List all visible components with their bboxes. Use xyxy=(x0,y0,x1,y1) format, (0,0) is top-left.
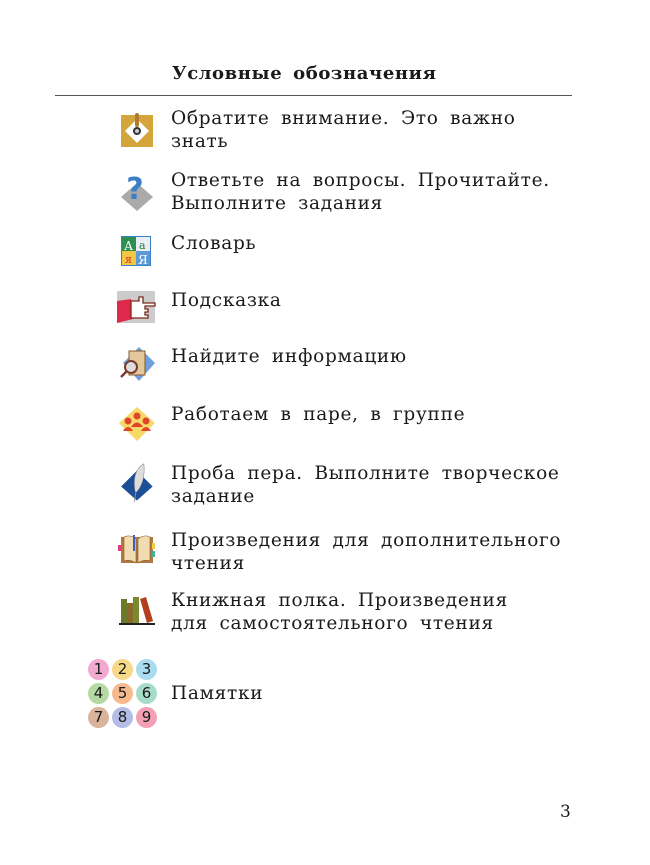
page-number: 3 xyxy=(560,802,571,822)
legend-text: Словарь xyxy=(171,233,257,254)
open-book-icon xyxy=(115,529,157,571)
dictionary-icon xyxy=(115,232,157,274)
legend-text: Ответьте на вопросы. Прочитайте. Выполните задания xyxy=(171,170,550,214)
attention-icon xyxy=(115,107,157,149)
number-circle: 1 xyxy=(88,659,109,680)
number-circle: 6 xyxy=(136,683,157,704)
number-circle: 4 xyxy=(88,683,109,704)
svg-text:а: а xyxy=(139,239,146,252)
number-circle: 3 xyxy=(136,659,157,680)
page-title: Условные обозначения xyxy=(172,63,437,84)
legend-text: Найдите информацию xyxy=(171,346,407,367)
legend-text: Произведения для дополнительного чтения xyxy=(171,530,562,574)
pointing-hand-icon xyxy=(115,289,157,331)
divider xyxy=(55,95,572,96)
legend-text: Работаем в паре, в группе xyxy=(171,404,466,425)
svg-text:?: ? xyxy=(126,172,144,207)
legend-text: Книжная полка. Произведения для самостоятельного чтения xyxy=(171,590,508,634)
quill-icon xyxy=(115,462,157,504)
search-book-icon xyxy=(115,345,157,387)
legend-text: Обратите внимание. Это важно знать xyxy=(171,108,516,152)
numbers-icon xyxy=(88,659,158,728)
number-circle: 9 xyxy=(136,707,157,728)
number-circle: 8 xyxy=(112,707,133,728)
svg-text:А: А xyxy=(124,239,134,253)
group-icon xyxy=(115,403,157,445)
number-circle: 7 xyxy=(88,707,109,728)
legend-text: Проба пера. Выполните творческое задание xyxy=(171,463,560,507)
svg-text:Я: Я xyxy=(138,253,148,267)
bookshelf-icon xyxy=(115,589,157,631)
question-icon xyxy=(115,169,157,211)
number-circle: 2 xyxy=(112,659,133,680)
legend-text: Памятки xyxy=(171,683,264,704)
number-circle: 5 xyxy=(112,683,133,704)
svg-text:я: я xyxy=(125,253,132,266)
legend-text: Подсказка xyxy=(171,290,282,311)
